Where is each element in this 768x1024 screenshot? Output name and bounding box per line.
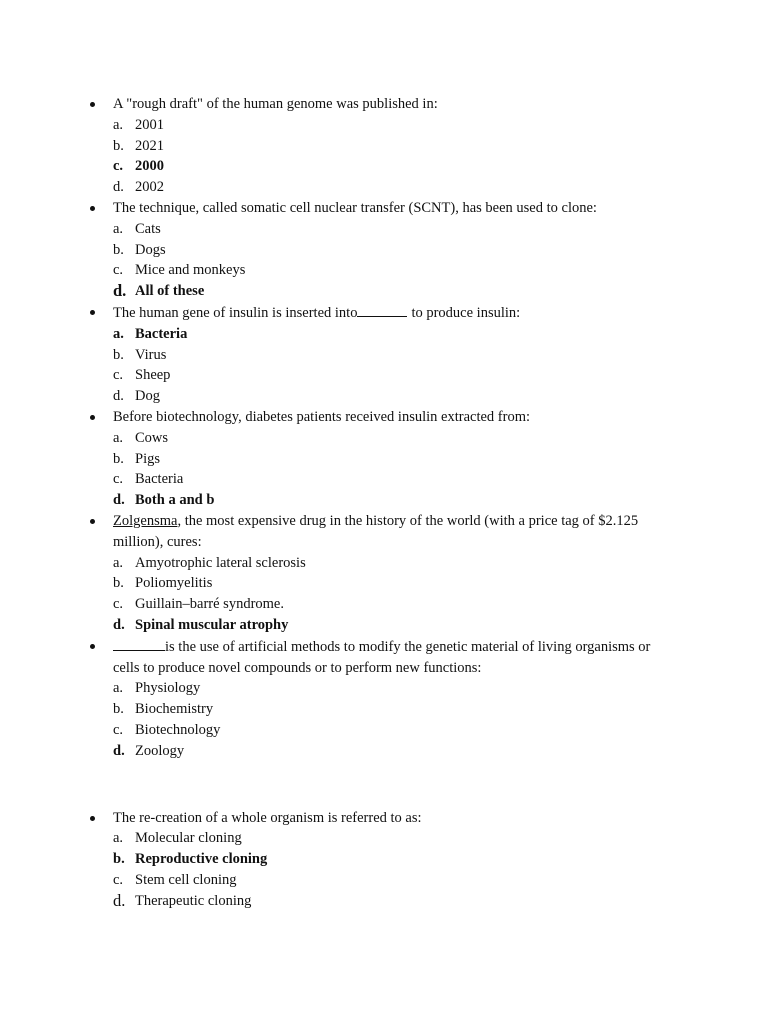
question-3 (90, 302, 690, 407)
option-text: Reproductive cloning (135, 851, 268, 868)
option-b (90, 573, 690, 594)
option-letter: a. (113, 830, 124, 847)
option-a (90, 219, 690, 240)
question-5 (90, 511, 690, 636)
option-text: Molecular cloning (135, 830, 242, 847)
option-text: Stem cell cloning (135, 871, 237, 888)
bullet-icon (90, 415, 95, 420)
option-text: Both a and b (135, 492, 215, 509)
option-letter: b. (113, 450, 124, 467)
option-text: Bacteria (135, 325, 188, 342)
bullet-icon (90, 310, 95, 315)
question-2 (90, 198, 690, 302)
option-c (90, 870, 690, 891)
option-d-answer (90, 615, 690, 636)
bullet-icon (90, 519, 95, 524)
bullet-icon (90, 102, 95, 107)
option-a (90, 428, 690, 449)
bullet-icon (90, 816, 95, 821)
answer-blank (113, 636, 165, 651)
answer-blank (357, 302, 407, 317)
option-letter: b. (113, 701, 124, 718)
option-text: Dog (135, 388, 160, 405)
option-letter: c. (113, 367, 124, 384)
option-text: Biotechnology (135, 721, 221, 738)
question-6-text-line1: is the use of artificial methods to modify the genetic material of living organisms or (165, 638, 651, 655)
question-text (90, 302, 690, 324)
option-letter: d. (113, 281, 127, 301)
option-text: Biochemistry (135, 701, 214, 718)
option-letter: c. (113, 721, 124, 738)
option-c (90, 720, 690, 741)
bullet-icon (90, 206, 95, 211)
bullet-icon (90, 644, 95, 649)
option-b (90, 699, 690, 720)
question-4 (90, 407, 690, 511)
option-text: Amyotrophic lateral sclerosis (135, 554, 306, 571)
option-d (90, 386, 690, 407)
option-a (90, 828, 690, 849)
option-b-answer (90, 849, 690, 870)
question-7 (90, 808, 690, 912)
option-letter: b. (113, 575, 124, 592)
option-text: 2001 (135, 116, 164, 133)
option-b (90, 240, 690, 261)
question-5-text-line1: , the most expensive drug in the history of the world (with a price tag of $2.125 (177, 512, 639, 529)
drug-name-link[interactable]: Zolgensma (113, 512, 178, 529)
option-letter: a. (113, 116, 124, 133)
option-d (90, 177, 690, 198)
option-text: Mice and monkeys (135, 262, 246, 279)
question-6 (90, 636, 690, 762)
option-a (90, 115, 690, 136)
option-c (90, 469, 690, 490)
option-letter: a. (113, 325, 124, 342)
option-a (90, 678, 690, 699)
option-letter: b. (113, 137, 124, 154)
option-text: Virus (135, 346, 167, 363)
option-letter: c. (113, 596, 124, 613)
option-c-answer (90, 156, 690, 177)
option-text: Cats (135, 220, 161, 237)
question-list (90, 94, 690, 911)
question-text (90, 511, 690, 553)
option-text: Guillain–barré syndrome. (135, 596, 284, 613)
option-text: Therapeutic cloning (135, 892, 252, 909)
question-text (90, 198, 690, 219)
option-text: All of these (135, 283, 205, 300)
option-text: Cows (135, 429, 169, 446)
option-text: Pigs (135, 450, 160, 467)
option-letter: d. (113, 492, 125, 509)
option-a-answer (90, 324, 690, 345)
option-letter: a. (113, 220, 124, 237)
question-2-text: The technique, called somatic cell nuclear transfer (SCNT), has been used to clone: (113, 199, 597, 216)
question-text (90, 407, 690, 428)
option-text: Zoology (135, 742, 185, 759)
option-letter: d. (113, 388, 124, 405)
option-text: Bacteria (135, 471, 184, 488)
spacer (90, 762, 690, 808)
option-letter: a. (113, 429, 124, 446)
option-letter: d. (113, 890, 126, 910)
option-letter: a. (113, 680, 124, 697)
option-letter: c. (113, 871, 124, 888)
question-text (90, 808, 690, 829)
option-d-answer (90, 281, 690, 302)
option-c (90, 365, 690, 386)
option-text: Physiology (135, 680, 201, 697)
option-letter: d. (113, 742, 125, 759)
question-3-text-before: The human gene of insulin is inserted into (113, 304, 358, 321)
option-letter: b. (113, 346, 124, 363)
question-1-text: A "rough draft" of the human genome was published in: (113, 96, 438, 112)
option-letter: d. (113, 179, 124, 196)
option-letter: c. (113, 262, 124, 279)
option-d (90, 741, 690, 762)
question-text (90, 636, 690, 679)
option-text: Poliomyelitis (135, 575, 213, 592)
question-3-text-after: to produce insulin: (411, 304, 521, 321)
question-5-text-line2: million), cures: (113, 533, 202, 550)
option-text: 2002 (135, 179, 164, 196)
question-text (90, 94, 690, 115)
option-letter: c. (113, 158, 124, 175)
option-letter: a. (113, 554, 124, 571)
option-b (90, 345, 690, 366)
option-text: 2021 (135, 137, 164, 154)
option-text: Dogs (135, 241, 166, 258)
option-letter: b. (113, 241, 124, 258)
question-4-text: Before biotechnology, diabetes patients received insulin extracted from: (113, 408, 530, 425)
option-c (90, 594, 690, 615)
option-d (90, 891, 690, 912)
option-text: 2000 (135, 158, 164, 175)
question-6-text-line2: cells to produce novel compounds or to perform new functions: (113, 659, 482, 676)
option-letter: c. (113, 471, 124, 488)
option-letter: d. (113, 616, 125, 633)
option-d-answer (90, 490, 690, 511)
option-b (90, 136, 690, 157)
option-letter: b. (113, 851, 125, 868)
question-7-text: The re-creation of a whole organism is referred to as: (113, 809, 422, 826)
option-text: Sheep (135, 367, 171, 384)
option-text: Spinal muscular atrophy (135, 616, 289, 633)
question-1 (90, 94, 690, 198)
option-a (90, 553, 690, 574)
option-c (90, 260, 690, 281)
option-b (90, 449, 690, 470)
